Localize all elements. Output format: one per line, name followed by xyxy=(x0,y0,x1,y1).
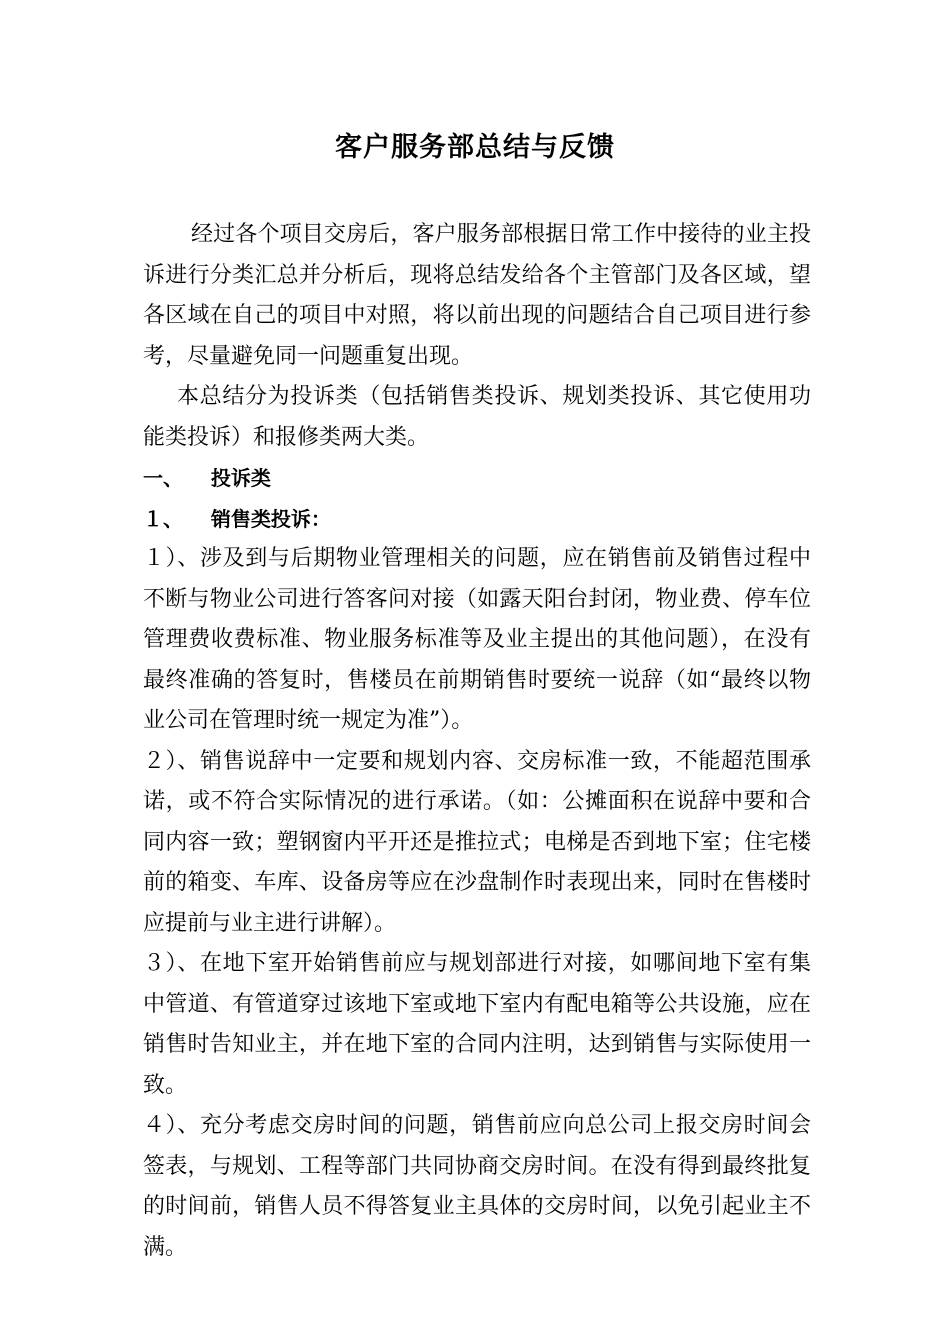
list-item: ２）、销售说辞中一定要和规划内容、交房标准一致，不能超范围承诺，或不符合实际情况的进行承诺。（如：公摊面积在说辞中要和合同内容一致；塑钢窗内平开还是推拉式；电梯是否到地下室；住宅楼前的箱变、车库、设备房等应在沙盘制作时表现出来，同时在售楼时应提前与业主进行讲解）。 xyxy=(143,748,811,936)
subsection-heading-sales: １、 销售类投诉： xyxy=(143,506,331,531)
section-heading-complaints: 一、 投诉类 xyxy=(143,466,271,490)
intro-paragraph: 经过各个项目交房后，客户服务部根据日常工作中接待的业主投诉进行分类汇总并分析后，现将总结发给各个主管部门及各区域，望各区域在自己的项目中对照，将以前出现的问题结合自己项目进行参考，尽量避免同一问题重复出现。 xyxy=(143,222,811,369)
document-title: 客户服务部总结与反馈 xyxy=(335,132,615,163)
document-body xyxy=(143,215,811,1268)
list-item: １）、涉及到与后期物业管理相关的问题，应在销售前及销售过程中不断与物业公司进行答客问对接（如露天阳台封闭，物业费、停车位管理费收费标准、物业服务标准等及业主提出的其他问题），在没有最终准确的答复时，售楼员在前期销售时要统一说辞（如“最终以物业公司在管理时统一规定为准”）。 xyxy=(143,546,811,733)
list-item: ３）、在地下室开始销售前应与规划部进行对接，如哪间地下室有集中管道、有管道穿过该地下室或地下室内有配电箱等公共设施，应在销售时告知业主，并在地下室的合同内注明，达到销售与实际使用一致。 xyxy=(143,951,811,1098)
list-item: ４）、充分考虑交房时间的问题，销售前应向总公司上报交房时间会签表，与规划、工程等部门共同协商交房时间。在没有得到最终批复的时间前，销售人员不得答复业主具体的交房时间，以免引起业主不满。 xyxy=(143,1113,811,1260)
scope-paragraph: 本总结分为投诉类（包括销售类投诉、规划类投诉、其它使用功能类投诉）和报修类两大类。 xyxy=(143,384,811,450)
